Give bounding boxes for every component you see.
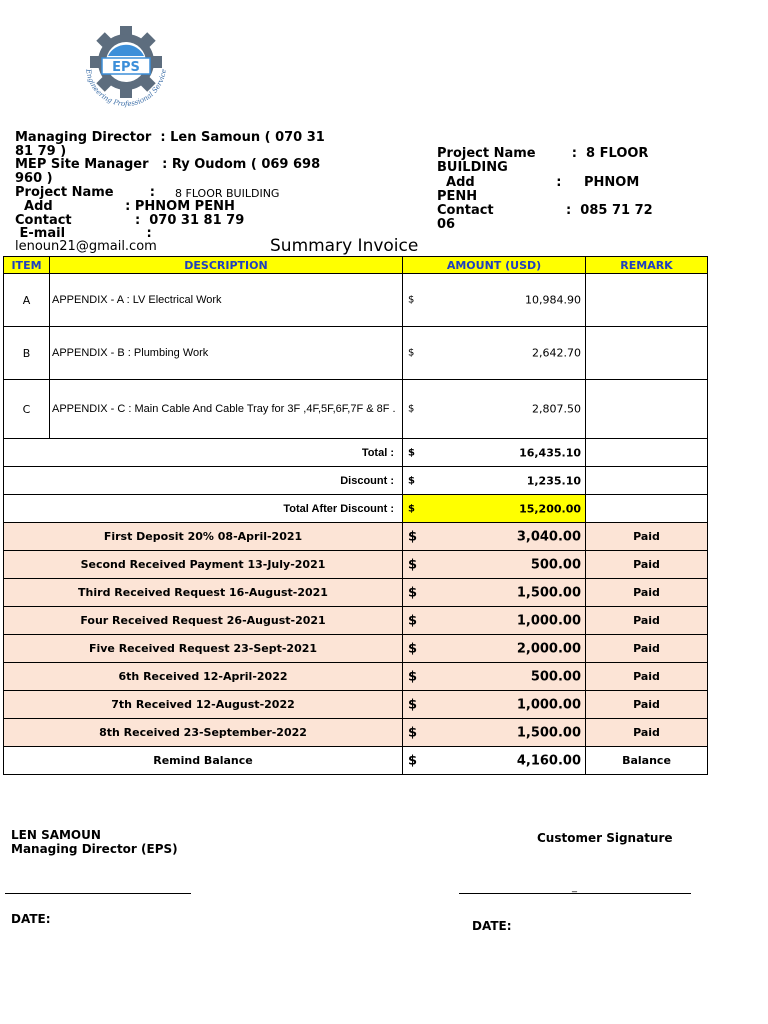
payment-remark: Paid	[586, 719, 708, 747]
item-amount: 2,807.50	[532, 402, 581, 416]
header-amount: AMOUNT (USD)	[403, 257, 586, 274]
table-row	[4, 274, 708, 327]
after-discount-amount-cell	[403, 495, 586, 523]
item-remark	[586, 274, 708, 327]
table-row	[4, 327, 708, 380]
payment-remark: Paid	[586, 523, 708, 551]
currency-symbol: $	[408, 294, 415, 306]
header-item: ITEM	[4, 257, 50, 274]
item-amount: 2,642.70	[532, 346, 581, 360]
item-code: A	[4, 274, 50, 327]
payment-row	[4, 607, 708, 635]
page-title: Summary Invoice	[270, 236, 419, 256]
currency-symbol: $	[408, 753, 418, 768]
currency-symbol: $	[408, 403, 415, 415]
currency-symbol: $	[408, 529, 418, 544]
item-description: APPENDIX - B : Plumbing Work	[50, 327, 403, 380]
payment-remark: Paid	[586, 663, 708, 691]
discount-amount-cell	[403, 467, 586, 495]
currency-symbol: $	[408, 641, 418, 656]
after-discount-label: Total After Discount :	[4, 495, 403, 523]
payment-label: 8th Received 23-September-2022	[4, 719, 403, 747]
item-amount-cell	[403, 327, 586, 380]
discount-row	[4, 467, 708, 495]
email-label: E-mail :	[15, 226, 152, 241]
payment-remark: Paid	[586, 551, 708, 579]
item-code: C	[4, 380, 50, 439]
payment-amount: 1,000.00	[516, 697, 581, 712]
currency-symbol: $	[408, 725, 418, 740]
total-amount: 16,435.10	[519, 446, 581, 459]
left-date-label: DATE:	[11, 912, 51, 926]
customer-signature-label: Customer Signature	[537, 831, 673, 845]
after-discount-amount: 15,200.00	[519, 502, 581, 515]
payment-label: First Deposit 20% 08-April-2021	[4, 523, 403, 551]
payment-label: 7th Received 12-August-2022	[4, 691, 403, 719]
right-contact-line: Contact : 085 71 72 06	[437, 203, 653, 232]
currency-symbol: $	[408, 447, 415, 458]
payment-label: 6th Received 12-April-2022	[4, 663, 403, 691]
payment-row	[4, 551, 708, 579]
signer-title: Managing Director (EPS)	[11, 842, 178, 856]
currency-symbol: $	[408, 557, 418, 572]
signer-name: LEN SAMOUN	[11, 828, 101, 842]
discount-remark	[586, 467, 708, 495]
total-amount-cell	[403, 439, 586, 467]
logo-text: EPS	[112, 60, 140, 75]
total-label: Total :	[4, 439, 403, 467]
discount-amount: 1,235.10	[526, 474, 581, 487]
project-name-label: Project Name :	[15, 185, 156, 200]
balance-label: Remind Balance	[4, 747, 403, 775]
table-header-row	[4, 257, 708, 274]
currency-symbol: $	[408, 697, 418, 712]
payment-label: Second Received Payment 13-July-2021	[4, 551, 403, 579]
discount-label: Discount :	[4, 467, 403, 495]
total-remark	[586, 439, 708, 467]
currency-symbol: $	[408, 669, 418, 684]
item-amount-cell	[403, 380, 586, 439]
header-remark: REMARK	[586, 257, 708, 274]
payment-amount: 500.00	[530, 557, 581, 572]
currency-symbol: $	[408, 475, 415, 486]
balance-amount: 4,160.00	[516, 753, 581, 768]
right-date-label: DATE:	[472, 919, 512, 933]
right-signature-line	[459, 893, 691, 894]
item-remark	[586, 380, 708, 439]
payment-amount: 1,000.00	[516, 613, 581, 628]
balance-remark: Balance	[586, 747, 708, 775]
payment-amount-cell	[403, 551, 586, 579]
payment-amount-cell	[403, 691, 586, 719]
payment-row	[4, 635, 708, 663]
project-name-value: 8 FLOOR BUILDING	[175, 187, 280, 200]
email-value: lenoun21@gmail.com	[15, 239, 157, 254]
payment-remark: Paid	[586, 635, 708, 663]
payment-row	[4, 663, 708, 691]
payment-remark: Paid	[586, 607, 708, 635]
table-row	[4, 380, 708, 439]
logo-tagline: Engineering Professional Service	[84, 68, 168, 109]
item-code: B	[4, 327, 50, 380]
payment-amount-cell	[403, 579, 586, 607]
payment-amount-cell	[403, 635, 586, 663]
item-remark	[586, 327, 708, 380]
payment-amount-cell	[403, 663, 586, 691]
mep-manager-info: MEP Site Manager : Ry Oudom ( 069 698 960 )	[15, 157, 321, 186]
payment-label: Five Received Request 23-Sept-2021	[4, 635, 403, 663]
after-discount-remark	[586, 495, 708, 523]
managing-director-info: Managing Director : Len Samoun ( 070 31 81 79 )	[15, 130, 325, 159]
after-discount-row	[4, 495, 708, 523]
currency-symbol: $	[408, 347, 415, 359]
payment-amount: 1,500.00	[516, 585, 581, 600]
payment-amount: 1,500.00	[516, 725, 581, 740]
right-address-line: Add : PHNOM PENH	[437, 175, 640, 204]
payment-remark: Paid	[586, 691, 708, 719]
payment-amount-cell	[403, 719, 586, 747]
balance-row	[4, 747, 708, 775]
header-description: DESCRIPTION	[50, 257, 403, 274]
left-signature-line	[5, 893, 191, 894]
company-logo	[78, 22, 174, 114]
payment-amount-cell	[403, 607, 586, 635]
contact-line: Contact : 070 31 81 79	[15, 213, 245, 228]
payment-row	[4, 579, 708, 607]
balance-amount-cell	[403, 747, 586, 775]
payment-remark: Paid	[586, 579, 708, 607]
payment-label: Third Received Request 16-August-2021	[4, 579, 403, 607]
right-project-line: Project Name : 8 FLOOR BUILDING	[437, 146, 649, 175]
currency-symbol: $	[408, 585, 418, 600]
total-row	[4, 439, 708, 467]
currency-symbol: $	[408, 613, 418, 628]
payment-amount: 2,000.00	[516, 641, 581, 656]
payment-amount-cell	[403, 523, 586, 551]
invoice-table	[3, 256, 708, 775]
payment-amount: 500.00	[530, 669, 581, 684]
currency-symbol: $	[408, 503, 415, 514]
signature-mark: _	[572, 882, 577, 893]
payment-label: Four Received Request 26-August-2021	[4, 607, 403, 635]
item-amount-cell	[403, 274, 586, 327]
item-description: APPENDIX - C : Main Cable And Cable Tray for 3F ,4F,5F,6F,7F & 8F .	[50, 380, 403, 439]
payment-row	[4, 523, 708, 551]
payment-amount: 3,040.00	[516, 529, 581, 544]
payment-row	[4, 719, 708, 747]
item-description: APPENDIX - A : LV Electrical Work	[50, 274, 403, 327]
address-line: Add : PHNOM PENH	[15, 199, 235, 214]
item-amount: 10,984.90	[525, 293, 581, 307]
payment-row	[4, 691, 708, 719]
